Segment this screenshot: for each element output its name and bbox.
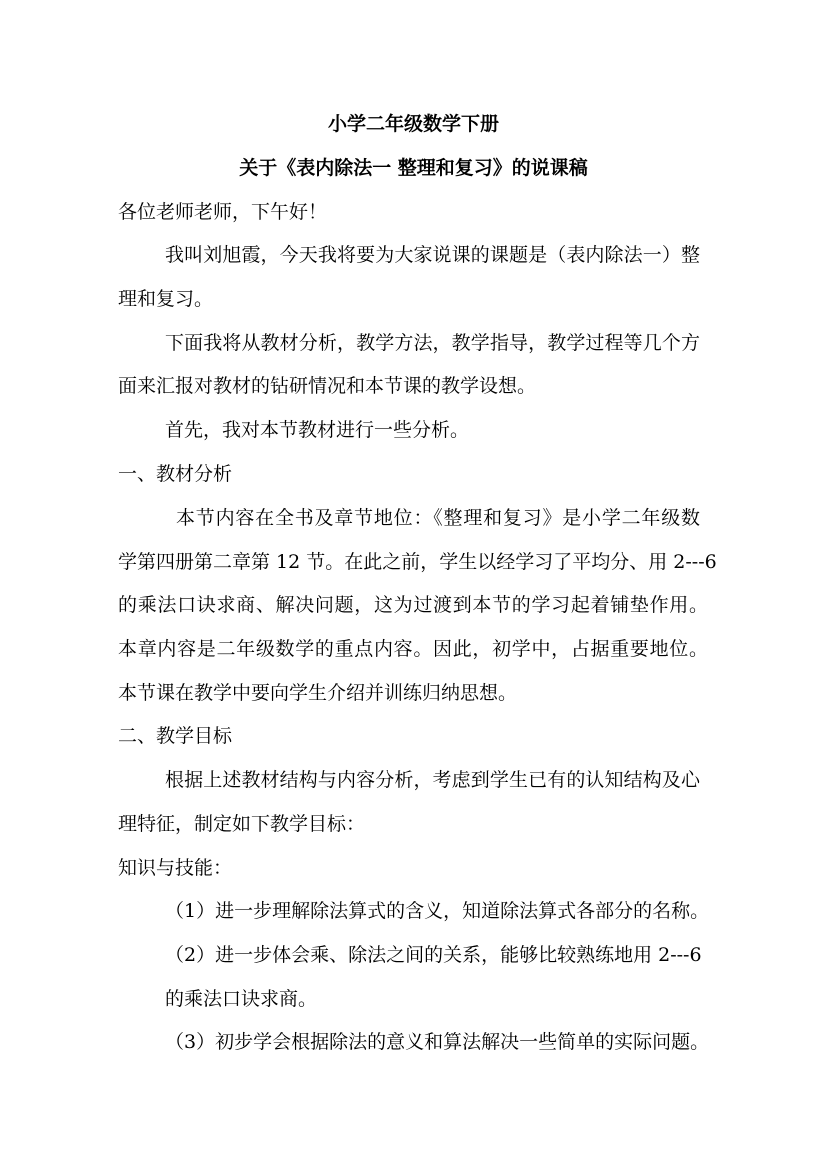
section-1-line-5: 本节课在教学中要向学生介绍并训练归纳思想。 [118, 682, 518, 704]
intro-line-1: 我叫刘旭霞，今天我将要为大家说课的课题是（表内除法一）整 [165, 244, 700, 266]
section-1-line-1: 本节内容在全书及章节地位：《整理和复习》是小学二年级数 [176, 507, 700, 529]
section-2-line-1: 根据上述教材结构与内容分析，考虑到学生已有的认知结构及心 [165, 769, 700, 791]
document-title: 小学二年级数学下册 [327, 113, 499, 135]
section-1-heading: 一、教材分析 [118, 463, 233, 485]
intro-line-2: 理和复习。 [118, 288, 214, 310]
goal-2-line-1: （2）进一步体会乘、除法之间的关系，能够比较熟练地用 2---6 [165, 944, 702, 966]
section-2-heading: 二、教学目标 [118, 725, 233, 747]
greeting-line: 各位老师老师，下午好！ [118, 201, 328, 223]
section-1-line-4: 本章内容是二年级数学的重点内容。因此，初学中，占据重要地位。 [118, 638, 708, 660]
knowledge-heading: 知识与技能： [118, 857, 233, 879]
goal-2-line-2: 的乘法口诀求商。 [165, 988, 318, 1010]
first-analysis-line: 首先，我对本节教材进行一些分析。 [165, 419, 470, 441]
goal-3: （3）初步学会根据除法的意义和算法解决一些简单的实际问题。 [165, 1031, 710, 1053]
section-1-line-3: 的乘法口诀求商、解决问题，这为过渡到本节的学习起着铺垫作用。 [118, 594, 708, 616]
plan-line-2: 面来汇报对教材的钻研情况和本节课的教学设想。 [118, 375, 537, 397]
document-subtitle: 关于《表内除法一 整理和复习》的说课稿 [239, 157, 588, 179]
plan-line-1: 下面我将从教材分析，教学方法，教学指导，教学过程等几个方 [165, 332, 700, 354]
section-2-line-2: 理特征，制定如下教学目标： [118, 813, 366, 835]
goal-1: （1）进一步理解除法算式的含义，知道除法算式各部分的名称。 [165, 900, 710, 922]
section-1-line-2: 学第四册第二章第 12 节。在此之前，学生以经学习了平均分、用 2---6 [118, 551, 717, 573]
